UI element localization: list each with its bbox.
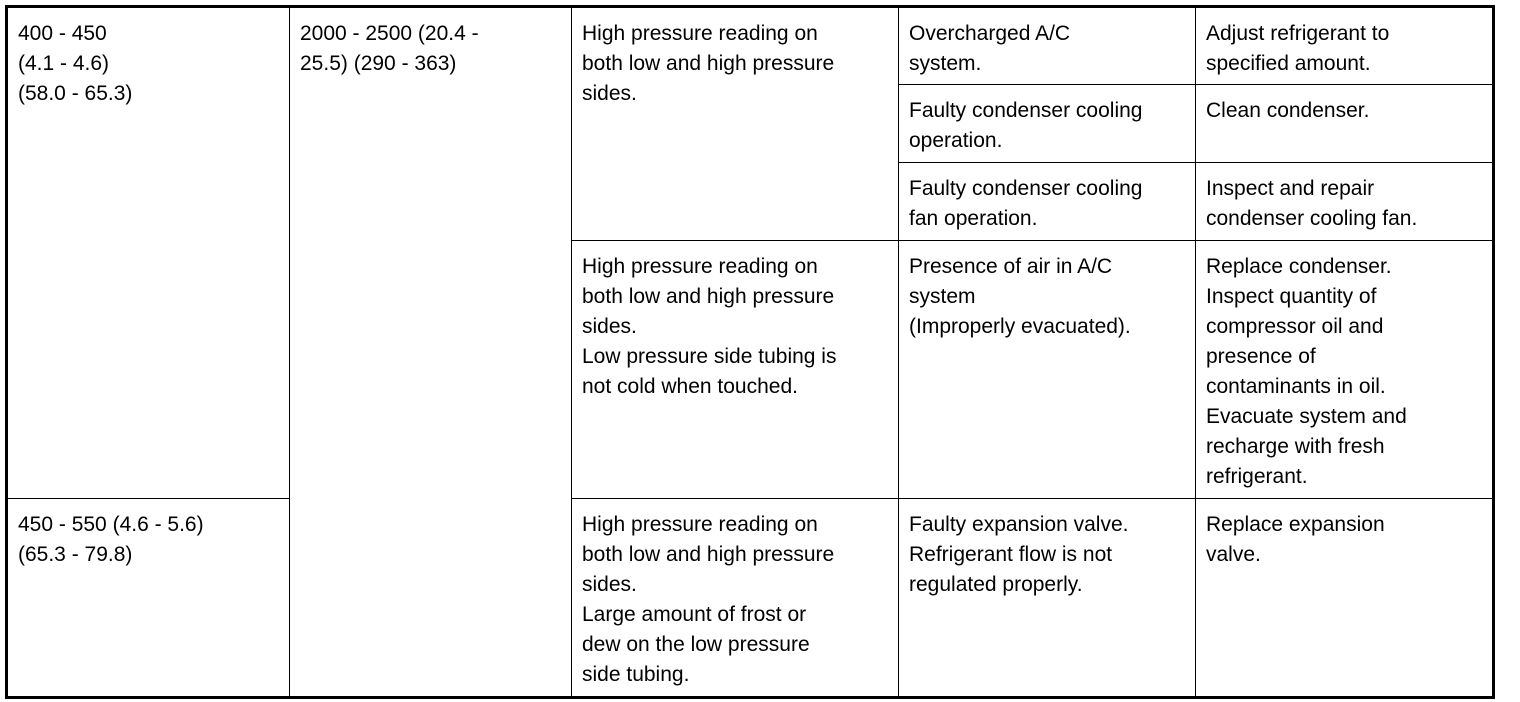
table-row <box>7 7 1494 85</box>
cause-cell: Overcharged A/C system. <box>899 7 1196 85</box>
low-pressure-cell: 400 - 450 (4.1 - 4.6) (58.0 - 65.3) <box>7 7 290 499</box>
cause-cell: Faulty expansion valve. Refrigerant flow is not regulated properly. <box>899 499 1196 698</box>
symptom-cell: High pressure reading on both low and high pressure sides. Large amount of frost or dew on the low pressure side tubing. <box>572 499 899 698</box>
high-pressure-cell: 2000 - 2500 (20.4 - 25.5) (290 - 363) <box>290 7 572 698</box>
remedy-cell: Adjust refrigerant to specified amount. <box>1196 7 1494 85</box>
remedy-cell: Clean condenser. <box>1196 85 1494 163</box>
remedy-cell: Replace condenser. Inspect quantity of compressor oil and presence of contaminants in oil. Evacuate system and recharge with fresh refrigerant. <box>1196 241 1494 499</box>
table-row <box>7 499 1494 698</box>
remedy-cell: Inspect and repair condenser cooling fan. <box>1196 163 1494 241</box>
cause-cell: Presence of air in A/C system (Improperly evacuated). <box>899 241 1196 499</box>
diagnosis-table <box>5 5 1495 699</box>
cause-cell: Faulty condenser cooling operation. <box>899 85 1196 163</box>
low-pressure-cell: 450 - 550 (4.6 - 5.6) (65.3 - 79.8) <box>7 499 290 698</box>
symptom-cell: High pressure reading on both low and high pressure sides. Low pressure side tubing is not cold when touched. <box>572 241 899 499</box>
cause-cell: Faulty condenser cooling fan operation. <box>899 163 1196 241</box>
remedy-cell: Replace expansion valve. <box>1196 499 1494 698</box>
symptom-cell: High pressure reading on both low and high pressure sides. <box>572 7 899 241</box>
